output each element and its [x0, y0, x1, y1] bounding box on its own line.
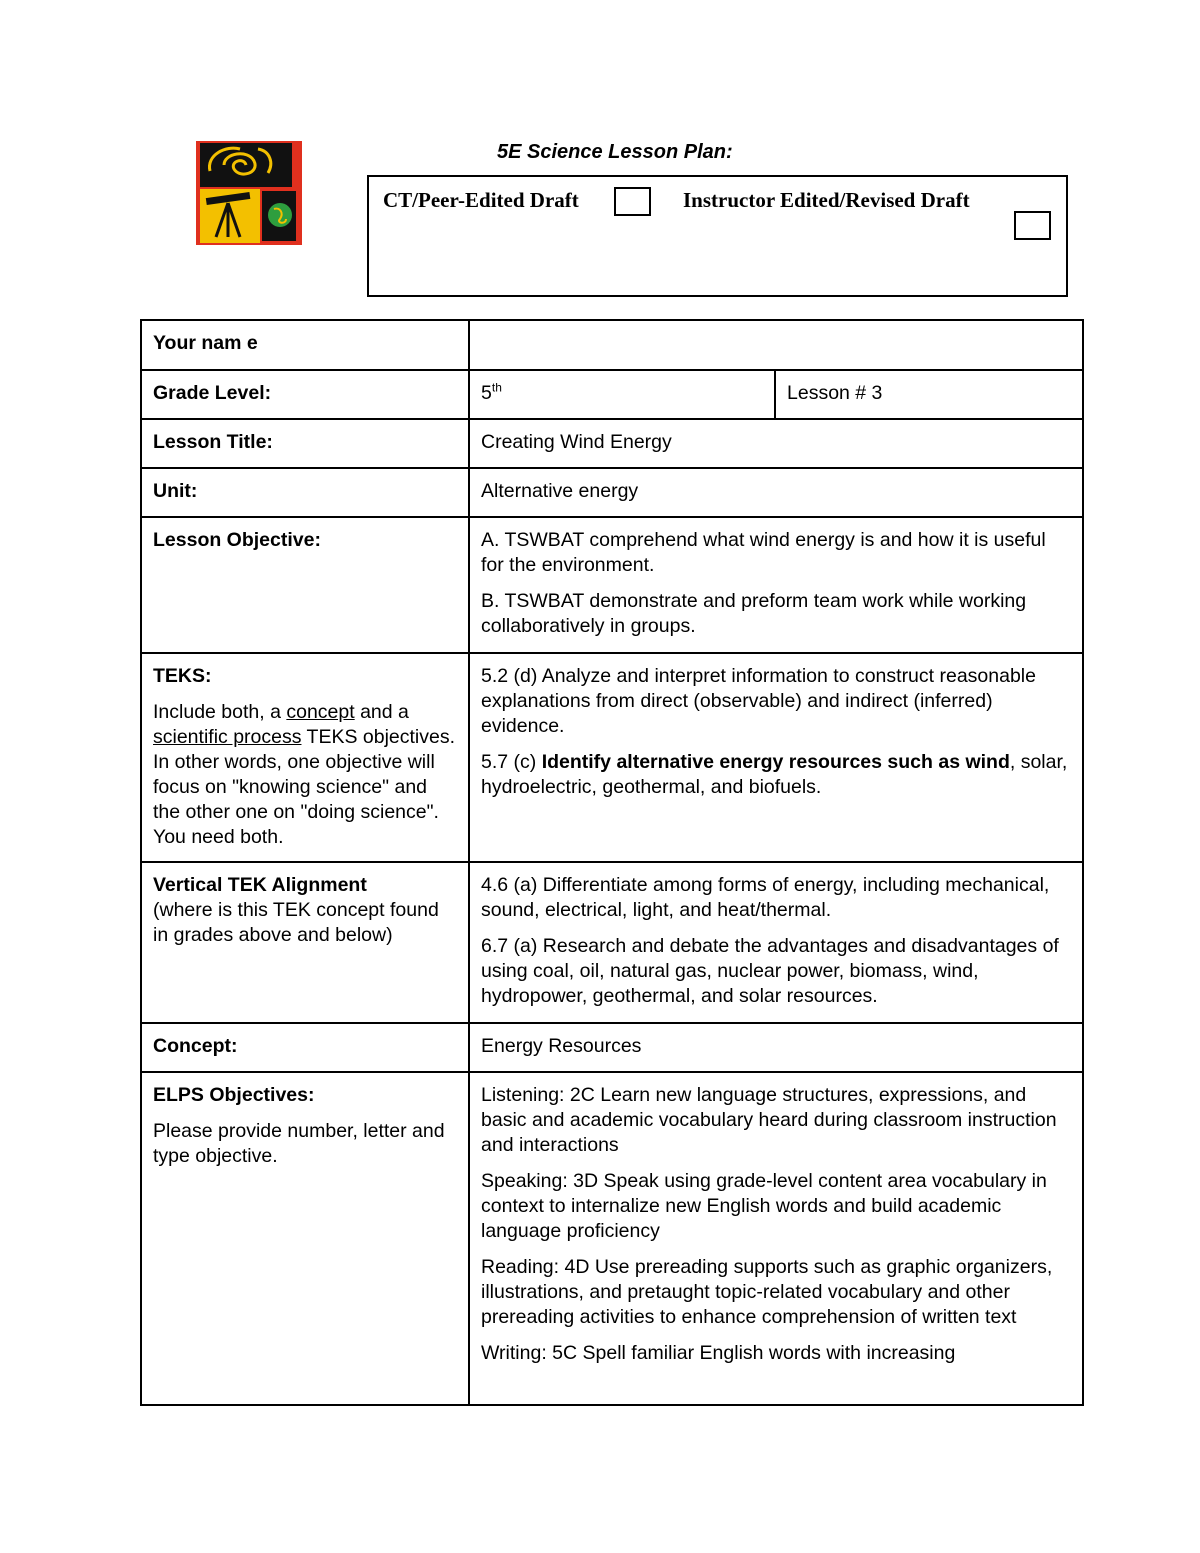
vertical-label-cell [141, 862, 469, 1023]
table-row [141, 862, 1083, 1023]
objective-b: B. TSWBAT demonstrate and preform team work while working collaboratively in groups. [481, 590, 1027, 637]
your-name-value [469, 320, 1083, 370]
table-row [141, 419, 1083, 468]
teks-label-cell [141, 653, 469, 862]
instructor-draft-checkbox[interactable] [1014, 211, 1051, 240]
peer-draft-label: CT/Peer-Edited Draft [383, 188, 579, 212]
lesson-number: Lesson # 3 [775, 370, 1083, 419]
draft-status-box [367, 175, 1068, 297]
grade-suffix: th [491, 380, 502, 395]
table-row [141, 1023, 1083, 1072]
table-row [141, 517, 1083, 653]
lesson-title-label: Lesson Title: [141, 419, 469, 468]
grade-level-value [469, 370, 775, 419]
teks-note-concept: concept [286, 701, 355, 723]
unit-value: Alternative energy [469, 468, 1083, 517]
table-row [141, 468, 1083, 517]
teks-item-2 [481, 750, 1072, 800]
teks-item-2-bold: Identify alternative energy resources such as wind [541, 751, 1010, 773]
objective-a: A. TSWBAT comprehend what wind energy is and how it is useful for the environment. [481, 529, 1046, 576]
peer-draft-checkbox[interactable] [614, 187, 651, 216]
teks-label: TEKS: [153, 665, 212, 687]
elps-label-cell [141, 1072, 469, 1405]
elps-value [469, 1072, 1083, 1405]
teks-note-process: scientific process [153, 726, 302, 748]
concept-label: Concept: [141, 1023, 469, 1072]
elps-listening: Listening: 2C Learn new language structures, expressions, and basic and academic vocabulary heard during classroom instruction and interactions [481, 1084, 1057, 1156]
elps-reading: Reading: 4D Use prereading supports such as graphic organizers, illustrations, and pretaught topic-related vocabulary and other prereading activities to enhance comprehension of written text [481, 1256, 1053, 1328]
table-row [141, 320, 1083, 370]
vertical-item-1: 4.6 (a) Differentiate among forms of energy, including mechanical, sound, electrical, light, and heat/thermal. [481, 874, 1050, 921]
vertical-item-2: 6.7 (a) Research and debate the advantages and disadvantages of using coal, oil, natural gas, nuclear power, biomass, wind, hydropower, geothermal, and solar resources. [481, 935, 1059, 1007]
lesson-objective-label: Lesson Objective: [141, 517, 469, 653]
vertical-note: (where is this TEK concept found in grades above and below) [153, 899, 439, 946]
teks-note-text: Include both, a [153, 701, 287, 723]
table-row [141, 653, 1083, 862]
grade-level-label: Grade Level: [141, 370, 469, 419]
elps-note: Please provide number, letter and type objective. [153, 1120, 445, 1167]
your-name-label: Your nam e [141, 320, 469, 370]
teks-note-text: and a [354, 701, 409, 723]
lesson-title-value: Creating Wind Energy [469, 419, 1083, 468]
page-title: 5E Science Lesson Plan: [497, 141, 733, 163]
vertical-label: Vertical TEK Alignment [153, 874, 367, 896]
lesson-plan-table [140, 319, 1084, 1406]
elps-writing: Writing: 5C Spell familiar English words with increasing [481, 1342, 956, 1364]
teks-note-text: TEKS objectives. In other words, one objective will focus on "knowing science" and the other one on "doing science". You need both. [153, 726, 456, 848]
teks-note [153, 700, 458, 850]
teks-item-1: 5.2 (d) Analyze and interpret information to construct reasonable explanations from direct (observable) and indirect (inferred) evidence. [481, 665, 1036, 737]
instructor-draft-label: Instructor Edited/Revised Draft [683, 188, 970, 212]
vertical-value [469, 862, 1083, 1023]
elps-label: ELPS Objectives: [153, 1084, 315, 1106]
unit-label: Unit: [141, 468, 469, 517]
teks-item-2-rest: , solar, hydroelectric, geothermal, and biofuels. [481, 751, 1068, 798]
teks-item-2-prefix: 5.7 (c) [481, 751, 542, 773]
concept-value: Energy Resources [469, 1023, 1083, 1072]
grade-number: 5 [481, 382, 492, 404]
elps-speaking: Speaking: 3D Speak using grade-level content area vocabulary in context to internalize new English words and build academic language proficiency [481, 1170, 1047, 1242]
table-row [141, 370, 1083, 419]
lesson-objective-value [469, 517, 1083, 653]
table-row [141, 1072, 1083, 1405]
elps-content [481, 1083, 1072, 1396]
teks-value [469, 653, 1083, 862]
science-logo-icon [196, 141, 302, 245]
